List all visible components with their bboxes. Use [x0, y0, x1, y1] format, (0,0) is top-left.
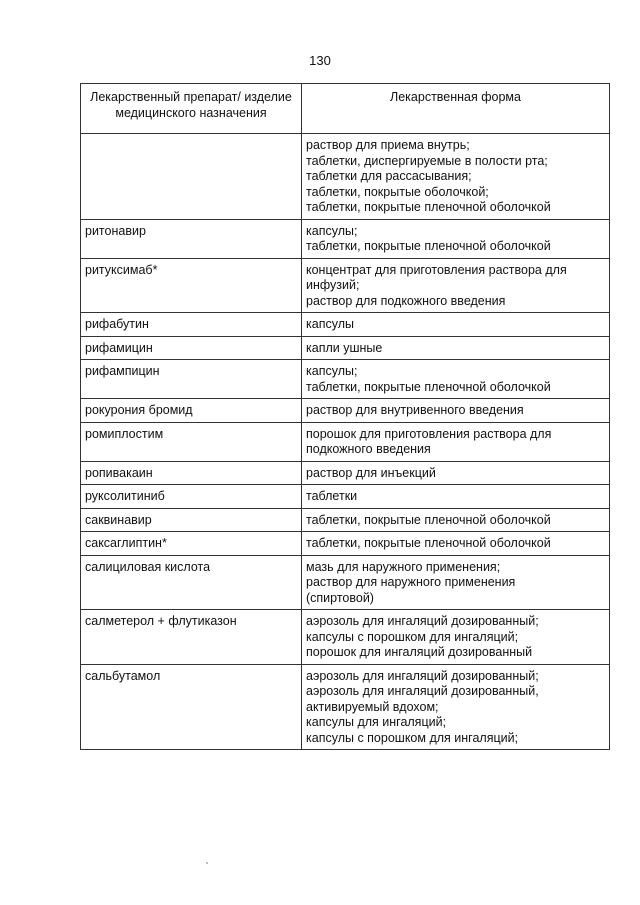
dosage-form-cell — [302, 360, 610, 399]
table-row — [81, 664, 610, 750]
dosage-form-line: аэрозоль для ингаляций дозированный, — [306, 684, 539, 698]
table-row — [81, 555, 610, 610]
scan-speck — [206, 862, 208, 864]
table-row — [81, 360, 610, 399]
dosage-form-line: таблетки, покрытые пленочной оболочкой — [306, 239, 551, 253]
dosage-form-cell — [302, 399, 610, 423]
table-row — [81, 134, 610, 220]
page-number: 130 — [309, 53, 331, 68]
drug-name-cell: ритуксимаб* — [81, 258, 302, 313]
dosage-form-cell — [302, 336, 610, 360]
drug-name-cell: рифампицин — [81, 360, 302, 399]
dosage-form-line: раствор для инъекций — [306, 465, 436, 480]
dosage-form-line: мазь для наружного применения; — [306, 559, 501, 574]
table-body — [81, 134, 610, 750]
dosage-form-cell — [302, 610, 610, 665]
dosage-form-line: активируемый вдохом; — [306, 699, 439, 714]
drug-name-cell: салициловая кислота — [81, 555, 302, 610]
dosage-form-line: раствор для подкожного введения — [306, 293, 506, 308]
table-row — [81, 508, 610, 532]
table-row — [81, 610, 610, 665]
drug-name-cell: ропивакаин — [81, 461, 302, 485]
dosage-form-cell — [302, 555, 610, 610]
table-row — [81, 532, 610, 556]
dosage-form-line: капсулы — [306, 317, 354, 331]
dosage-form-line: подкожного введения — [306, 442, 431, 456]
dosage-form-line: аэрозоль для ингаляций дозированный; — [306, 668, 539, 683]
table-row — [81, 219, 610, 258]
dosage-form-line: инфузий; — [306, 278, 360, 292]
table-row — [81, 461, 610, 485]
dosage-form-line: таблетки — [306, 489, 358, 503]
dosage-form-line: порошок для ингаляций дозированный — [306, 645, 533, 659]
dosage-form-line: таблетки, диспергируемые в полости рта; — [306, 153, 548, 168]
drug-name-cell: саксаглиптин* — [81, 532, 302, 556]
table-row — [81, 485, 610, 509]
dosage-form-line: концентрат для приготовления раствора для — [306, 262, 567, 277]
dosage-form-cell — [302, 219, 610, 258]
dosage-form-line: капсулы; — [306, 364, 358, 378]
table-row — [81, 422, 610, 461]
drug-name-cell: саквинавир — [81, 508, 302, 532]
dosage-form-line: капсулы; — [306, 223, 358, 238]
dosage-form-line: раствор для приема внутрь; — [306, 138, 470, 152]
dosage-form-line: таблетки, покрытые пленочной оболочкой — [306, 512, 551, 527]
drug-name-cell: салметерол + флутиказон — [81, 610, 302, 665]
dosage-form-cell — [302, 461, 610, 485]
dosage-form-line: (спиртовой) — [306, 590, 374, 605]
drug-name-cell: рифабутин — [81, 313, 302, 337]
drug-name-cell: руксолитиниб — [81, 485, 302, 509]
dosage-form-line: раствор для внутривенного введения — [306, 403, 524, 417]
drug-table — [80, 83, 610, 750]
dosage-form-cell — [302, 134, 610, 220]
dosage-form-line: раствор для наружного применения — [306, 575, 516, 589]
drug-name-cell: ритонавир — [81, 219, 302, 258]
dosage-form-line: капсулы с порошком для ингаляций; — [306, 730, 519, 745]
dosage-form-cell — [302, 258, 610, 313]
header-form: Лекарственная форма — [302, 84, 610, 134]
table-row — [81, 399, 610, 423]
dosage-form-line: таблетки, покрытые оболочкой; — [306, 184, 489, 199]
dosage-form-line: аэрозоль для ингаляций дозированный; — [306, 614, 539, 628]
dosage-form-cell — [302, 664, 610, 750]
dosage-form-line: таблетки, покрытые пленочной оболочкой — [306, 536, 551, 550]
dosage-form-line: таблетки, покрытые пленочной оболочкой — [306, 200, 551, 214]
dosage-form-line: таблетки, покрытые пленочной оболочкой — [306, 379, 551, 394]
dosage-form-line: порошок для приготовления раствора для — [306, 426, 552, 441]
dosage-form-line: капсулы для ингаляций; — [306, 715, 447, 729]
dosage-form-cell — [302, 532, 610, 556]
drug-name-cell: рокурония бромид — [81, 399, 302, 423]
table-row — [81, 258, 610, 313]
dosage-form-line: капли ушные — [306, 340, 383, 355]
dosage-form-cell — [302, 508, 610, 532]
header-drug: Лекарственный препарат/ изделие медицинского назначения — [81, 84, 302, 134]
dosage-form-cell — [302, 485, 610, 509]
dosage-form-line: капсулы с порошком для ингаляций; — [306, 629, 519, 644]
drug-name-cell — [81, 134, 302, 220]
dosage-form-line: таблетки для рассасывания; — [306, 169, 472, 183]
dosage-form-cell — [302, 313, 610, 337]
drug-name-cell: сальбутамол — [81, 664, 302, 750]
table-row — [81, 313, 610, 337]
table-row — [81, 336, 610, 360]
drug-name-cell: рифамицин — [81, 336, 302, 360]
table-header-row — [81, 84, 610, 134]
drug-name-cell: ромиплостим — [81, 422, 302, 461]
dosage-form-cell — [302, 422, 610, 461]
